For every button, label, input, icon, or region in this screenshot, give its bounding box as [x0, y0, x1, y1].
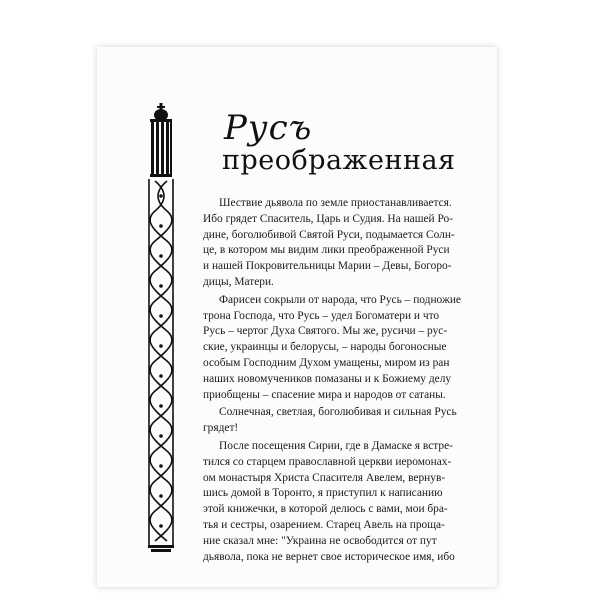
text-line: дицы, Матери. [203, 275, 274, 288]
text-line: грядет! [203, 422, 239, 435]
text-line: и нашей Покровительницы Марии – Девы, Богоро- [203, 260, 452, 273]
text-line: ом монастыря Христа Спасителя Авелем, вернув- [203, 471, 446, 484]
band-base [148, 545, 174, 552]
text-line: приобщены – спасение мира и народов от сатаны. [203, 388, 446, 401]
text-line: Ибо грядет Спаситель, Царь и Судия. На нашей Ро- [203, 212, 454, 225]
text-line: дьявола, пока не вернет свое историческое имя, ибо [203, 550, 455, 563]
paragraph-2 [203, 293, 465, 404]
text-line: Русь – чертог Духа Святого. Мы же, русичи – рус- [203, 325, 448, 338]
text-line: Солнечная, светлая, боголюбивая и сильная Русь [219, 406, 457, 419]
text-line: особым Господним Духом умащены, миром из ран [203, 356, 450, 369]
church-ornament-border [148, 103, 174, 555]
paragraph-3 [203, 405, 465, 437]
text-line: наших новомучеников помазаны и к Божиему делу [203, 372, 452, 385]
text-line: дине, боголюбивой Святой Руси, подымается Солн- [203, 228, 455, 241]
text-line: Фарисеи сокрыли от народа, что Русь – подножие [219, 293, 461, 306]
text-line: ские, украинцы и белорусы, – народы богоносные [203, 341, 447, 354]
text-line: трона Господа, что Русь – удел Богоматери и что [203, 309, 440, 322]
text-line: шись домой в Торонто, я приступил к написанию [203, 487, 443, 500]
chapter-title-line-2: преображенная [222, 145, 456, 176]
body-text [203, 196, 465, 567]
text-line: После посещения Сирии, где в Дамаске я встре- [219, 439, 453, 452]
text-line: тья и сестры, озарением. Старец Авель на проща- [203, 518, 445, 531]
church-icon [150, 103, 172, 177]
braided-band [149, 179, 173, 545]
text-line: Шествие дьявола по земле приостанавливается. [219, 197, 452, 209]
text-line: этой книжечки, в которой делюсь с вами, мои бра- [203, 503, 448, 516]
text-line: це, в котором мы видим лики преображенной Руси [203, 244, 450, 257]
text-line: ние сказал мне: "Украина не освободится от пут [203, 534, 437, 547]
paragraph-4 [203, 439, 465, 565]
chapter-title-line-1: Русъ [224, 108, 313, 148]
text-line: тился со старцем православной церкви иеромонах- [203, 455, 452, 468]
paragraph-1 [203, 196, 465, 291]
